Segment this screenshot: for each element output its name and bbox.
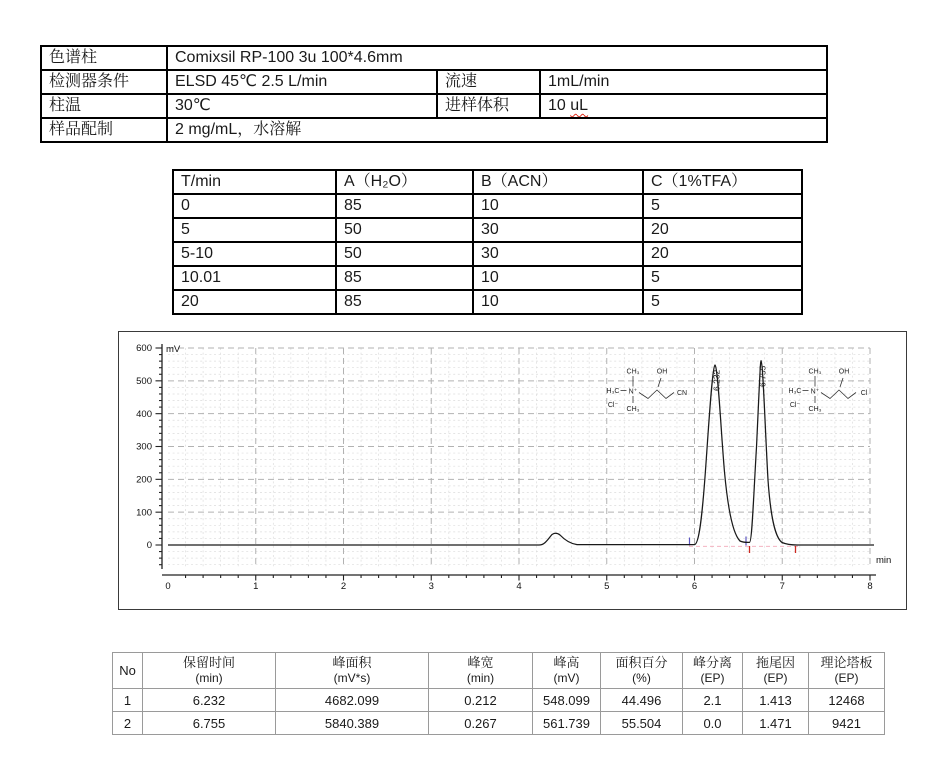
gradient-cell: 5: [643, 290, 802, 314]
y-tick-label: 100: [136, 507, 152, 519]
gradient-cell: 10: [473, 290, 643, 314]
info-label-sample-prep: 样品配制: [41, 118, 167, 142]
gradient-cell: 30: [473, 218, 643, 242]
x-tick-label: 8: [867, 581, 873, 592]
structure-chloro: [789, 369, 868, 414]
gradient-cell: 20: [643, 218, 802, 242]
atom-label: Cl⁻: [607, 402, 619, 409]
table-row: [173, 218, 802, 242]
table-row: [41, 46, 827, 70]
y-tick-label: 600: [136, 343, 152, 355]
result-cell: 6.755: [143, 712, 276, 735]
atom-label: CH₃: [626, 368, 640, 376]
gradient-cell: 85: [336, 194, 473, 218]
info-value-column: Comixsil RP-100 3u 100*4.6mm: [167, 46, 827, 70]
gradient-header-c: C（1%TFA）: [643, 170, 802, 194]
result-cell: 44.496: [601, 689, 683, 712]
peak1-rt-label: 6.232: [711, 369, 722, 391]
results-header-theoretical-plates: 理论塔板 (EP): [809, 653, 885, 689]
result-cell: 561.739: [533, 712, 601, 735]
method-info-table: [40, 45, 828, 143]
atom-label: CH₃: [808, 406, 822, 413]
table-row: [41, 94, 827, 118]
info-label-injection-volume: 进样体积: [437, 94, 540, 118]
info-value-injection-volume: [540, 94, 827, 118]
info-value-sample-prep: 2 mg/mL，水溶解: [167, 118, 827, 142]
chromatogram-plot: [118, 331, 907, 610]
table-row: [41, 70, 827, 94]
results-header-area-percent: 面积百分 (%): [601, 653, 683, 689]
gradient-cell: 10: [473, 266, 643, 290]
gradient-cell: 10: [473, 194, 643, 218]
x-tick-label: 4: [516, 581, 522, 592]
gradient-cell: 0: [173, 194, 336, 218]
chromatogram-panel: [118, 331, 907, 610]
x-tick-label: 3: [428, 581, 434, 592]
table-row: [173, 266, 802, 290]
table-header-row: [173, 170, 802, 194]
x-axis-unit-label: min: [876, 555, 892, 566]
gradient-cell: 5: [173, 218, 336, 242]
results-header-tailing-factor: 拖尾因 (EP): [743, 653, 809, 689]
atom-label: CH₃: [626, 406, 640, 413]
gradient-cell: 85: [336, 290, 473, 314]
results-header-resolution: 峰分离 (EP): [683, 653, 743, 689]
x-tick-label: 1: [253, 581, 259, 592]
results-header-peak-area: 峰面积 (mV*s): [276, 653, 429, 689]
table-row: [173, 194, 802, 218]
info-label-column-temp: 柱温: [41, 94, 167, 118]
result-cell: 5840.389: [276, 712, 429, 735]
result-cell: 12468: [809, 689, 885, 712]
gradient-cell: 85: [336, 266, 473, 290]
results-header-peak-height: 峰高 (mV): [533, 653, 601, 689]
gradient-cell: 30: [473, 242, 643, 266]
result-cell: 1.471: [743, 712, 809, 735]
structure-nitrile: [607, 369, 688, 414]
injection-volume-number: 10: [548, 96, 571, 114]
results-header-peak-width: 峰宽 (min): [429, 653, 533, 689]
atom-label: Cl⁻: [789, 402, 801, 409]
y-tick-label: 500: [136, 376, 152, 388]
y-tick-label: 200: [136, 474, 152, 486]
result-cell: 2.1: [683, 689, 743, 712]
result-cell: 55.504: [601, 712, 683, 735]
atom-label: N⁺: [628, 388, 638, 396]
atom-label: N⁺: [810, 388, 820, 396]
result-cell: 1: [113, 689, 143, 712]
gradient-cell: 10.01: [173, 266, 336, 290]
info-label-detector: 检测器条件: [41, 70, 167, 94]
gradient-cell: 20: [173, 290, 336, 314]
gradient-cell: 5: [643, 266, 802, 290]
x-tick-label: 0: [165, 581, 171, 592]
injection-volume-unit: uL: [570, 96, 589, 114]
table-row: [113, 689, 885, 712]
results-header-retention-time: 保留时间 (min): [143, 653, 276, 689]
gradient-cell: 5-10: [173, 242, 336, 266]
info-value-detector: ELSD 45℃ 2.5 L/min: [167, 70, 437, 94]
atom-label: OH: [656, 368, 668, 376]
atom-label: CH₃: [808, 368, 822, 376]
peak2-rt-label: 6.755: [757, 365, 768, 387]
gradient-program-table: [172, 169, 803, 315]
atom-label: H₃C: [606, 388, 620, 395]
gradient-cell: 5: [643, 194, 802, 218]
x-tick-label: 2: [340, 581, 347, 592]
table-row: [173, 242, 802, 266]
x-tick-label: 7: [779, 581, 785, 592]
atom-label: OH: [838, 368, 850, 376]
result-cell: 4682.099: [276, 689, 429, 712]
peak-results-table: [112, 652, 885, 735]
result-cell: 0.212: [429, 689, 533, 712]
gradient-header-b: B（ACN）: [473, 170, 643, 194]
table-row: [113, 712, 885, 735]
x-tick-label: 5: [604, 581, 610, 592]
table-row: [173, 290, 802, 314]
atom-label: H₃C: [788, 388, 802, 395]
results-header-no: No: [113, 653, 143, 689]
x-tick-label: 6: [691, 581, 698, 592]
y-tick-label: 300: [136, 441, 152, 453]
table-row: [41, 118, 827, 142]
y-tick-label: 0: [146, 540, 152, 552]
gradient-cell: 50: [336, 218, 473, 242]
result-cell: 2: [113, 712, 143, 735]
gradient-header-a: A（H₂O）: [336, 170, 473, 194]
info-value-flowrate: 1mL/min: [540, 70, 827, 94]
result-cell: 9421: [809, 712, 885, 735]
result-cell: 6.232: [143, 689, 276, 712]
result-cell: 1.413: [743, 689, 809, 712]
gradient-header-time: T/min: [173, 170, 336, 194]
atom-label: Cl: [860, 390, 868, 397]
table-header-row: [113, 653, 885, 689]
y-tick-label: 400: [136, 408, 152, 420]
result-cell: 0.0: [683, 712, 743, 735]
gradient-cell: 50: [336, 242, 473, 266]
y-axis-unit-label: mV: [166, 344, 181, 355]
result-cell: 548.099: [533, 689, 601, 712]
result-cell: 0.267: [429, 712, 533, 735]
info-label-column: 色谱柱: [41, 46, 167, 70]
atom-label: CN: [676, 390, 688, 397]
gradient-cell: 20: [643, 242, 802, 266]
info-value-column-temp: 30℃: [167, 94, 437, 118]
info-label-flowrate: 流速: [437, 70, 540, 94]
